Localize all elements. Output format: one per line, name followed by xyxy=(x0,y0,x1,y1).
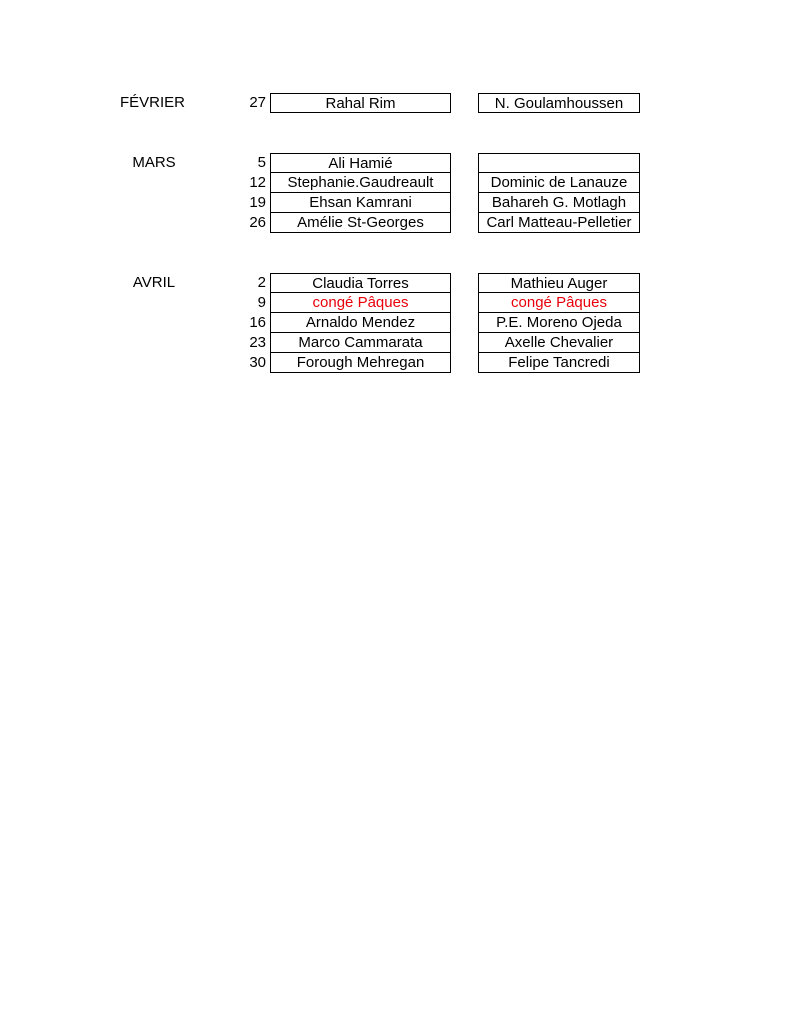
schedule-row xyxy=(0,93,791,113)
presenter-a-cell: Claudia Torres xyxy=(270,273,451,293)
presenter-a-cell: Ali Hamié xyxy=(270,153,451,173)
schedule-row-holiday xyxy=(0,293,791,313)
presenter-b-cell xyxy=(478,153,640,173)
presenter-a-cell: Marco Cammarata xyxy=(270,333,451,353)
day-number: 9 xyxy=(257,294,266,311)
day-number: 23 xyxy=(249,334,266,351)
day-number: 26 xyxy=(249,214,266,231)
presenter-b-cell: P.E. Moreno Ojeda xyxy=(478,313,640,333)
month-label: MARS xyxy=(132,154,176,171)
presenter-b-cell: Axelle Chevalier xyxy=(478,333,640,353)
day-number: 30 xyxy=(249,354,266,371)
day-number: 27 xyxy=(249,94,266,111)
holiday-b-cell: congé Pâques xyxy=(478,293,640,313)
presenter-a-cell: Stephanie.Gaudreault xyxy=(270,173,451,193)
schedule-row xyxy=(0,213,791,233)
presenter-b-cell: Carl Matteau-Pelletier xyxy=(478,213,640,233)
day-number: 5 xyxy=(257,154,266,171)
schedule-row xyxy=(0,193,791,213)
schedule-row xyxy=(0,173,791,193)
presenter-a-cell: Ehsan Kamrani xyxy=(270,193,451,213)
presenter-a-cell: Rahal Rim xyxy=(270,93,451,113)
schedule-row xyxy=(0,333,791,353)
presenter-a-cell: Arnaldo Mendez xyxy=(270,313,451,333)
presenter-b-cell: Bahareh G. Motlagh xyxy=(478,193,640,213)
schedule-row xyxy=(0,353,791,373)
presenter-a-cell: Amélie St-Georges xyxy=(270,213,451,233)
presenter-b-cell: Mathieu Auger xyxy=(478,273,640,293)
month-label: AVRIL xyxy=(132,274,176,291)
day-number: 12 xyxy=(249,174,266,191)
day-number: 2 xyxy=(257,274,266,291)
presenter-a-cell: Forough Mehregan xyxy=(270,353,451,373)
presenter-b-cell: Dominic de Lanauze xyxy=(478,173,640,193)
presenter-b-cell: Felipe Tancredi xyxy=(478,353,640,373)
holiday-a-cell: congé Pâques xyxy=(270,293,451,313)
schedule-row xyxy=(0,153,791,173)
schedule-row xyxy=(0,313,791,333)
day-number: 19 xyxy=(249,194,266,211)
schedule-row xyxy=(0,273,791,293)
day-number: 16 xyxy=(249,314,266,331)
month-label: FÉVRIER xyxy=(120,94,186,111)
presenter-b-cell: N. Goulamhoussen xyxy=(478,93,640,113)
